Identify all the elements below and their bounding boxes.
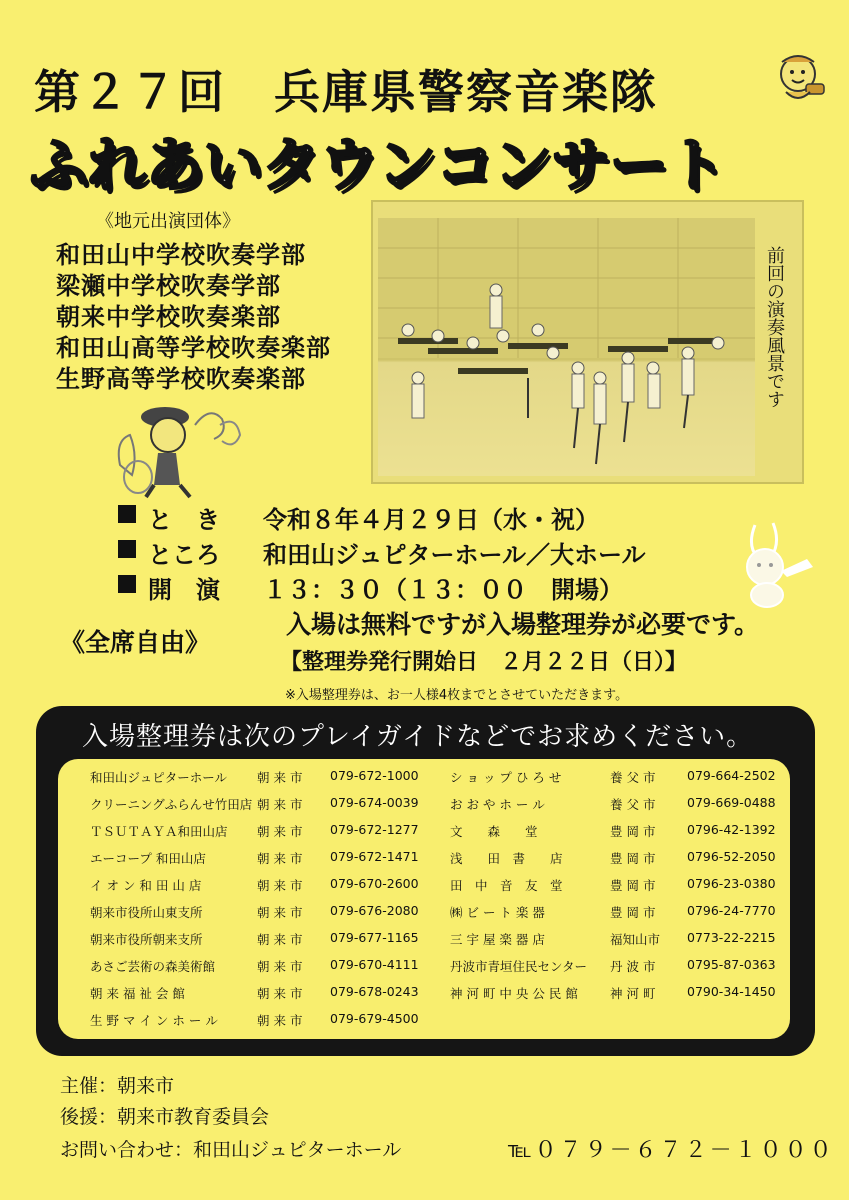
- outlet-city: 朝 来 市: [257, 824, 303, 839]
- police-mascot-icon: [110, 395, 245, 500]
- seating-note: 《全席自由》: [60, 628, 211, 657]
- outlet-city: 豊 岡 市: [610, 878, 656, 893]
- contact: お問い合わせ：和田山ジュピターホール: [60, 1139, 402, 1161]
- place-label: ところ: [148, 541, 220, 569]
- outlet-tel: 0796-24-7770: [687, 903, 776, 918]
- issue-date: 【整理券発行開始日 ２月２２日（日）】: [280, 650, 688, 675]
- organizer: 主催：朝来市: [60, 1075, 175, 1097]
- outlet-name: 生 野 マ イ ン ホ ー ル: [90, 1013, 218, 1028]
- outlet-city: 養 父 市: [610, 770, 656, 785]
- page-title: 第２７回 兵庫県警察音楽隊: [34, 65, 658, 119]
- outlet-name: 和田山ジュピターホール: [90, 770, 228, 785]
- outlet-city: 朝 来 市: [257, 770, 303, 785]
- outlet-name: シ ョ ッ プ ひ ろ せ: [450, 770, 562, 785]
- outlet-tel: 079-676-2080: [330, 903, 419, 918]
- outlet-city: 朝 来 市: [257, 1013, 303, 1028]
- band-photo-illustration: [378, 218, 755, 476]
- outlet-name: 朝来市役所山東支所: [90, 905, 203, 920]
- outlet-name: ＴＳＵＴＡＹＡ和田山店: [90, 824, 228, 839]
- outlet-name: 三 宇 屋 楽 器 店: [450, 932, 545, 947]
- group-item: 梁瀬中学校吹奏学部: [56, 272, 281, 300]
- outlet-name: ㈱ ビ ー ト 楽 器: [450, 905, 545, 920]
- outlet-city: 豊 岡 市: [610, 824, 656, 839]
- outlet-city: 朝 来 市: [257, 851, 303, 866]
- outlet-name: クリーニングふらんせ竹田店: [90, 797, 253, 812]
- outlet-city: 朝 来 市: [257, 905, 303, 920]
- outlet-tel: 079-678-0243: [330, 984, 419, 999]
- concert-photo: [378, 218, 755, 476]
- outlet-tel: 079-677-1165: [330, 930, 419, 945]
- time-label: 開 演: [148, 576, 220, 604]
- outlet-name: 朝 来 福 祉 会 館: [90, 986, 185, 1001]
- outlet-tel: 079-670-2600: [330, 876, 419, 891]
- outlet-city: 朝 来 市: [257, 797, 303, 812]
- outlet-tel: 079-672-1277: [330, 822, 419, 837]
- outlet-name: エーコープ 和田山店: [90, 851, 206, 866]
- outlet-city: 福知山市: [610, 932, 661, 947]
- contact-tel: ℡０７９－６７２－１０００: [508, 1138, 835, 1163]
- outlet-tel: 0790-34-1450: [687, 984, 776, 999]
- group-item: 生野高等学校吹奏楽部: [56, 365, 306, 393]
- photo-caption: 前回の演奏風景です: [764, 246, 785, 408]
- place-value: 和田山ジュピターホール／大ホール: [263, 541, 646, 569]
- group-item: 和田山高等学校吹奏楽部: [56, 334, 331, 362]
- outlet-tel: 079-664-2502: [687, 768, 776, 783]
- ticket-limit-note: ※入場整理券は、お一人様4枚までとさせていただきます。: [285, 688, 629, 703]
- outlet-tel: 079-674-0039: [330, 795, 419, 810]
- outlet-city: 豊 岡 市: [610, 905, 656, 920]
- date-value: 令和８年４月２９日（水・祝）: [263, 506, 599, 534]
- outlet-name: イ オ ン 和 田 山 店: [90, 878, 202, 893]
- outlet-tel: 0796-42-1392: [687, 822, 776, 837]
- rabbit-mascot-icon: [725, 515, 820, 610]
- outlet-name: あさご芸術の森美術館: [90, 959, 216, 974]
- time-value: １３：３０（１３：００ 開場）: [263, 576, 623, 604]
- bullet-square-icon: [118, 505, 136, 523]
- date-row: [118, 500, 599, 534]
- groups-heading: 《地元出演団体》: [96, 211, 240, 232]
- outlet-name: 朝来市役所朝来支所: [90, 932, 203, 947]
- outlet-tel: 079-670-4111: [330, 957, 419, 972]
- outlet-city: 豊 岡 市: [610, 851, 656, 866]
- concert-title: ふれあいタウンコンサート: [30, 131, 727, 199]
- group-item: 朝来中学校吹奏楽部: [56, 303, 281, 331]
- ticket-outlets-heading: 入場整理券は次のプレイガイドなどでお求めください。: [82, 722, 754, 752]
- outlet-name: 文 森 堂: [450, 824, 538, 839]
- outlet-name: お お や ホ ー ル: [450, 797, 545, 812]
- date-label: と き: [148, 506, 220, 534]
- outlet-city: 朝 来 市: [257, 878, 303, 893]
- outlet-city: 養 父 市: [610, 797, 656, 812]
- outlet-tel: 079-672-1471: [330, 849, 419, 864]
- bullet-square-icon: [118, 575, 136, 593]
- outlet-name: 田 中 音 友 堂: [450, 878, 563, 893]
- admission-note: 入場は無料ですが入場整理券が必要です。: [286, 610, 760, 639]
- bullet-square-icon: [118, 540, 136, 558]
- mascot-icon: [770, 48, 830, 108]
- outlet-tel: 0773-22-2215: [687, 930, 776, 945]
- outlet-tel: 0795-87-0363: [687, 957, 776, 972]
- place-row: [118, 535, 646, 569]
- outlet-tel: 0796-52-2050: [687, 849, 776, 864]
- supporter: 後援：朝来市教育委員会: [60, 1106, 270, 1128]
- outlet-tel: 0796-23-0380: [687, 876, 776, 891]
- outlet-tel: 079-669-0488: [687, 795, 776, 810]
- outlet-tel: 079-679-4500: [330, 1011, 419, 1026]
- group-item: 和田山中学校吹奏学部: [56, 241, 306, 269]
- outlet-city: 神 河 町: [610, 986, 656, 1001]
- outlet-city: 丹 波 市: [610, 959, 656, 974]
- time-row: [118, 570, 623, 604]
- outlet-city: 朝 来 市: [257, 986, 303, 1001]
- outlet-tel: 079-672-1000: [330, 768, 419, 783]
- outlet-name: 丹波市青垣住民センター: [450, 959, 588, 974]
- outlet-name: 浅 田 書 店: [450, 851, 563, 866]
- outlet-city: 朝 来 市: [257, 932, 303, 947]
- outlet-name: 神 河 町 中 央 公 民 館: [450, 986, 578, 1001]
- outlet-city: 朝 来 市: [257, 959, 303, 974]
